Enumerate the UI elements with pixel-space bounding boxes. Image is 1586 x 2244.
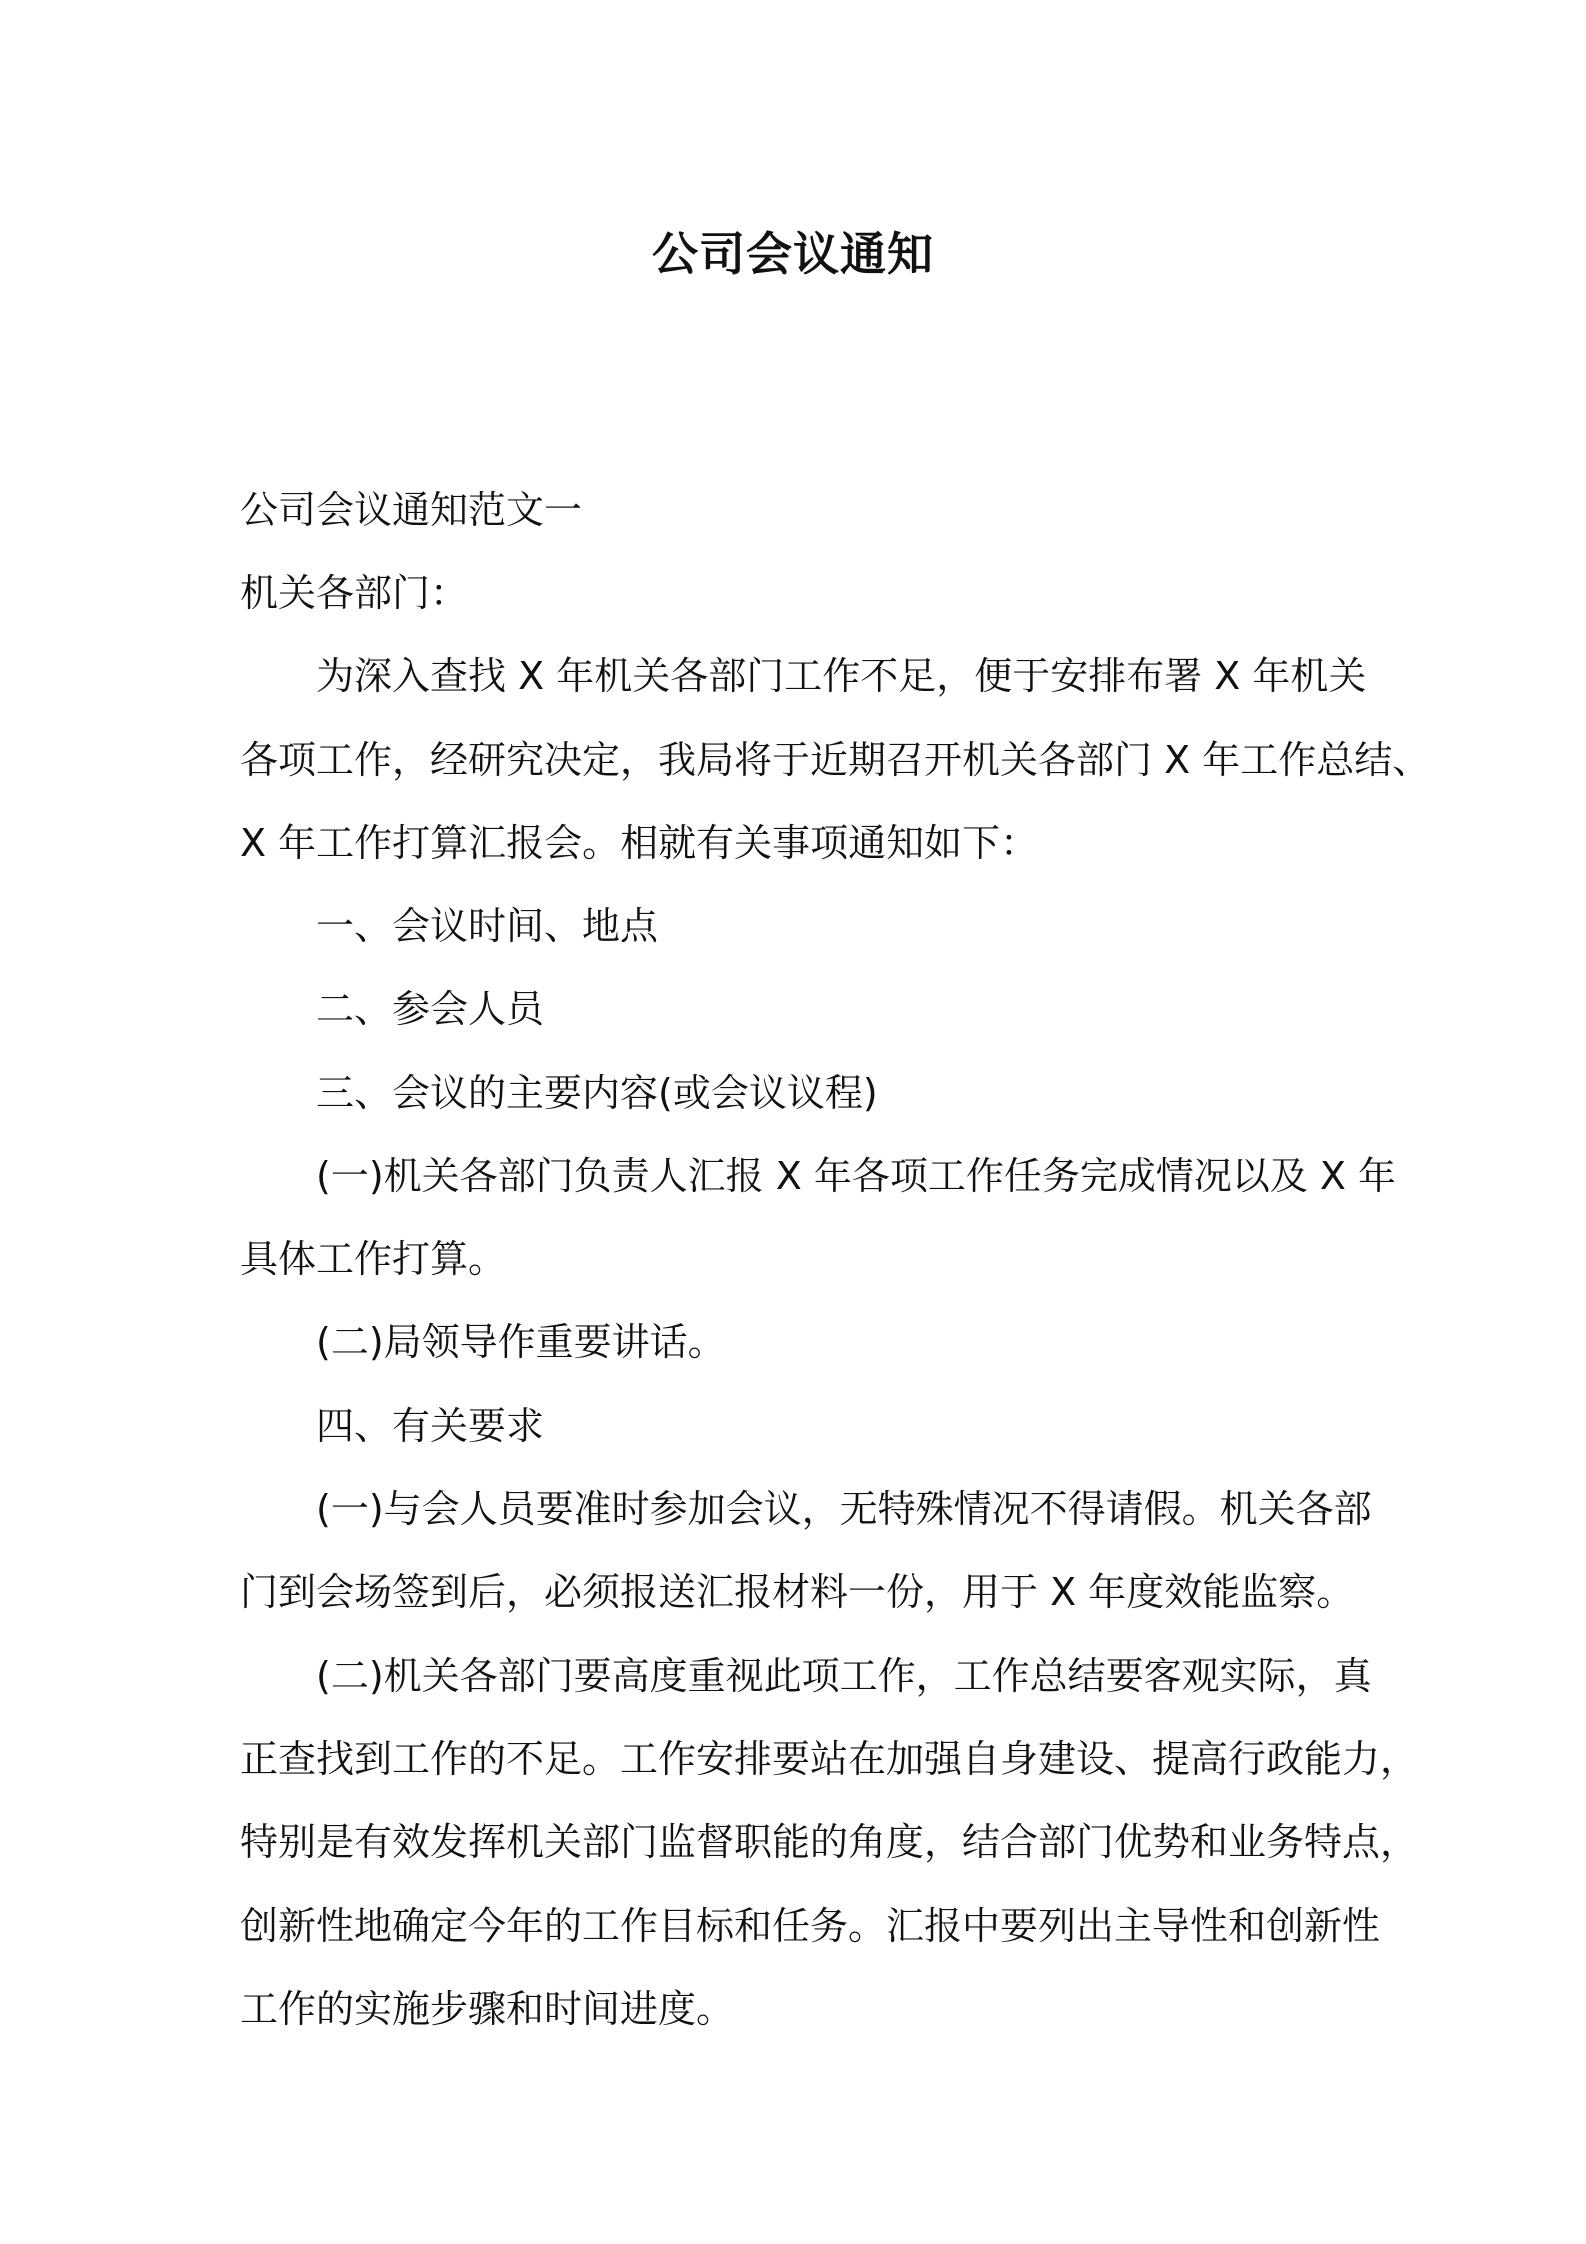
salutation: 机关各部门：	[240, 571, 469, 615]
paragraph-line: 门到会场签到后，必须报送汇报材料一份，用于 X 年度效能监察。	[240, 1570, 1355, 1614]
paragraph-line: 特别是有效发挥机关部门监督职能的角度，结合部门优势和业务特点，	[240, 1820, 1419, 1864]
document-title: 公司会议通知	[652, 227, 934, 281]
paragraph-line: 具体工作打算。	[240, 1237, 507, 1281]
list-item-heading: 四、有关要求	[316, 1404, 545, 1448]
list-item-heading: 二、参会人员	[316, 987, 545, 1031]
list-item-heading: 三、会议的主要内容(或会议议程)	[316, 1071, 878, 1115]
paragraph-line: 工作的实施步骤和时间进度。	[240, 1987, 735, 2031]
paragraph-line: (一)机关各部门负责人汇报 X 年各项工作任务完成情况以及 X 年	[316, 1154, 1397, 1198]
paragraph-line: 正查找到工作的不足。工作安排要站在加强自身建设、提高行政能力，	[240, 1737, 1419, 1781]
paragraph-line: (二)机关各部门要高度重视此项工作，工作总结要客观实际，真	[316, 1654, 1372, 1698]
paragraph-line: 创新性地确定今年的工作目标和任务。汇报中要列出主导性和创新性	[240, 1904, 1381, 1948]
section-heading: 公司会议通知范文一	[240, 488, 583, 532]
paragraph-line: 各项工作，经研究决定，我局将于近期召开机关各部门 X 年工作总结、	[240, 738, 1431, 782]
paragraph-line: X 年工作打算汇报会。相就有关事项通知如下：	[240, 821, 1039, 865]
list-item-heading: 一、会议时间、地点	[316, 904, 659, 948]
paragraph-line: (一)与会人员要准时参加会议，无特殊情况不得请假。机关各部	[316, 1487, 1372, 1531]
paragraph-line: 为深入查找 X 年机关各部门工作不足，便于安排布署 X 年机关	[316, 654, 1367, 698]
paragraph-line: (二)局领导作重要讲话。	[316, 1320, 726, 1364]
